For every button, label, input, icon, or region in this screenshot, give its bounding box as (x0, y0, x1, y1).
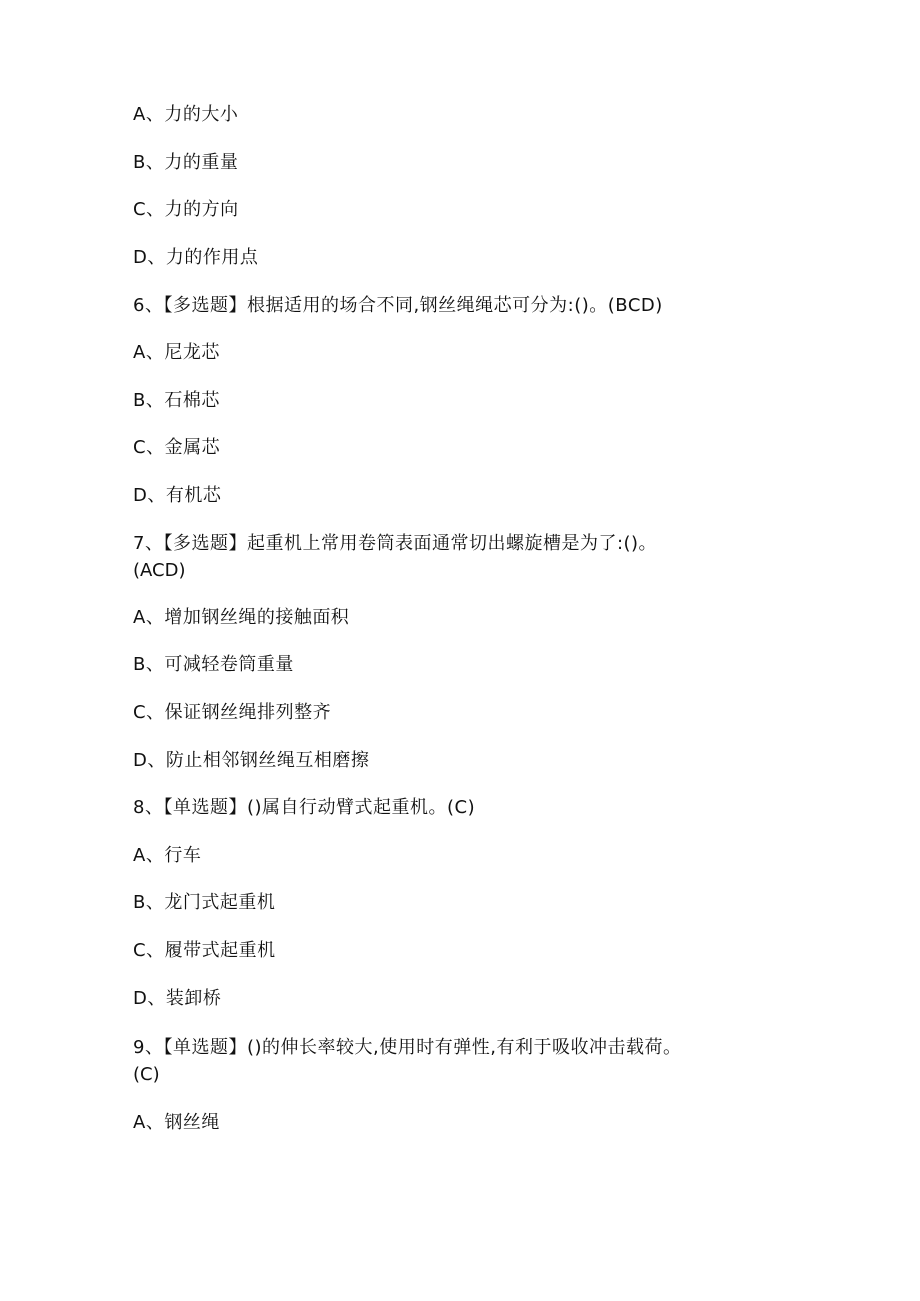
option-5d: D、力的作用点 (133, 247, 259, 268)
option-6b: B、石棉芯 (133, 390, 220, 411)
question-8: 8、【单选题】()属自行动臂式起重机。(C) (133, 797, 476, 818)
option-5b: B、力的重量 (133, 152, 239, 173)
option-7b: B、可减轻卷筒重量 (133, 654, 294, 675)
option-5c: C、力的方向 (133, 199, 239, 220)
option-7d: D、防止相邻钢丝绳互相磨擦 (133, 750, 370, 771)
option-8a: A、行车 (133, 845, 202, 866)
question-7-answer: (ACD) (133, 560, 186, 581)
question-7: 7、【多选题】起重机上常用卷筒表面通常切出螺旋槽是为了:()。 (133, 533, 658, 554)
option-7a: A、增加钢丝绳的接触面积 (133, 607, 350, 628)
question-6: 6、【多选题】根据适用的场合不同,钢丝绳绳芯可分为:()。(BCD) (133, 295, 663, 316)
question-9: 9、【单选题】()的伸长率较大,使用时有弹性,有利于吸收冲击载荷。 (133, 1037, 682, 1058)
question-9-answer: (C) (133, 1064, 160, 1085)
option-8d: D、装卸桥 (133, 988, 222, 1009)
option-6d: D、有机芯 (133, 485, 222, 506)
option-6a: A、尼龙芯 (133, 342, 220, 363)
option-8b: B、龙门式起重机 (133, 892, 276, 913)
option-7c: C、保证钢丝绳排列整齐 (133, 702, 332, 723)
option-5a: A、力的大小 (133, 104, 239, 125)
option-8c: C、履带式起重机 (133, 940, 276, 961)
option-9a: A、钢丝绳 (133, 1112, 220, 1133)
option-6c: C、金属芯 (133, 437, 221, 458)
